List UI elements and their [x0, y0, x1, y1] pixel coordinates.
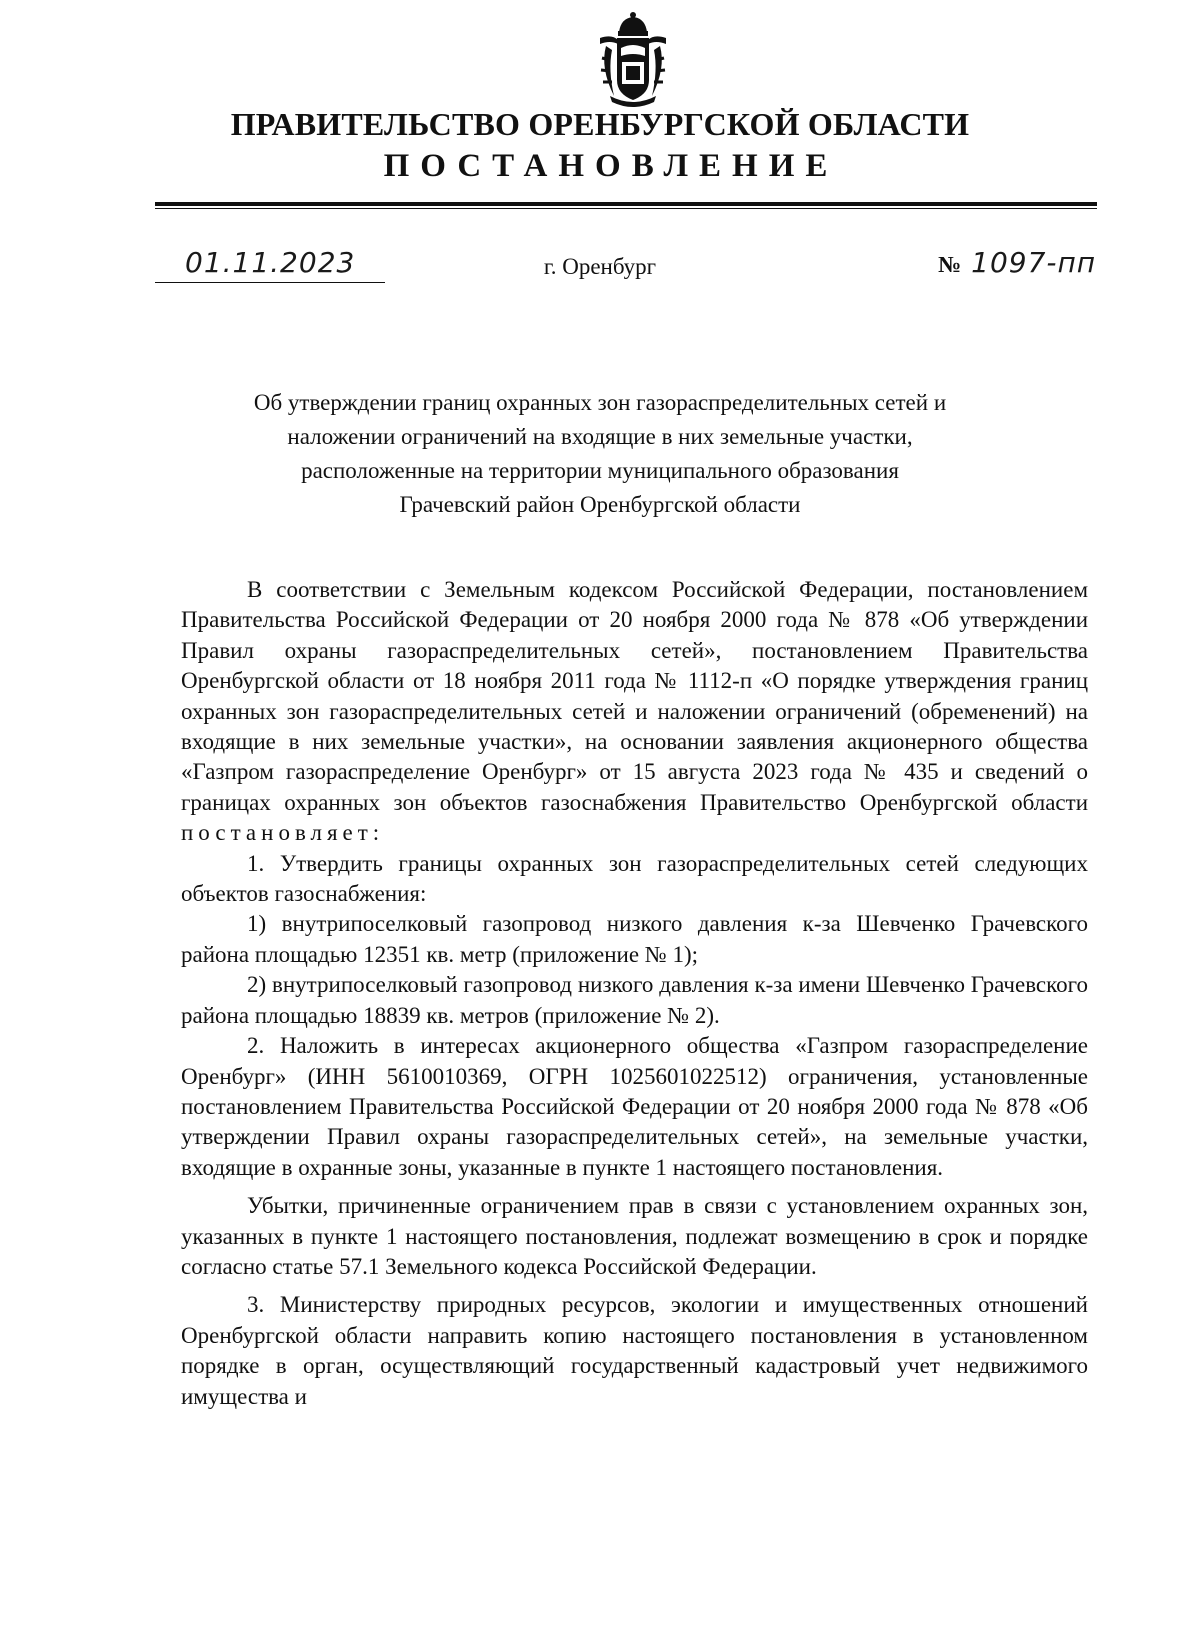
document-subject: [180, 386, 1020, 522]
resolves-word: постановляет:: [181, 820, 385, 846]
subject-line: наложении ограничений на входящие в них земельные участки,: [287, 424, 913, 449]
preamble-text: В соответствии с Земельным кодексом Российской Федерации, постановлением Правительства Российской Федерации от 20 ноября 2000 года № 878 «Об утверждении Правил охраны газораспределительных сетей», постановлением Правительства Оренбургской области от 18 ноября 2011 года № 1112-п «О порядке утверждения границ охранных зон газораспределительных сетей и наложении ограничений (обременений) на входящие в них земельные участки», на основании заявления акционерного общества «Газпром газораспределение Оренбург» от 15 августа 2023 года № 435 и сведений о границах охранных зон объектов газоснабжения Правительство Оренбургской области: [181, 577, 1088, 815]
item-1-1: 1) внутрипоселковый газопровод низкого давления к-за Шевченко Грачевского района площадью 12351 кв. метр (приложение № 1);: [181, 911, 1088, 967]
handwritten-number: 1097-пп: [971, 246, 1097, 279]
document-number: [938, 246, 1096, 279]
header-divider-thick: [155, 202, 1097, 206]
item-1-2: 2) внутрипоселковый газопровод низкого давления к-за имени Шевченко Грачевского района площадью 18839 кв. метров (приложение № 2).: [181, 972, 1088, 1028]
item-2-damages: Убытки, причиненные ограничением прав в связи с установлением охранных зон, указанных в пункте 1 настоящего постановления, подлежат возмещению в срок и порядке согласно статье 57.1 Земельного кодекса Российской Федерации.: [181, 1193, 1088, 1279]
handwritten-date: 01.11.2023: [185, 246, 356, 279]
coat-of-arms-icon: [592, 8, 674, 108]
preamble-paragraph: [181, 575, 1088, 849]
subject-line: Грачевский район Оренбургской области: [399, 492, 801, 517]
document-body: [181, 575, 1088, 1412]
item-2: 2. Наложить в интересах акционерного общества «Газпром газораспределение Оренбург» (ИНН 5610010369, ОГРН 1025601022512) ограничения, установленные постановлением Правительства Российской Федерации от 20 ноября 2000 года № 878 «Об утверждении Правил охраны газораспределительных сетей», на земельные участки, входящие в охранные зоны, указанные в пункте 1 настоящего постановления.: [181, 1033, 1088, 1180]
subject-line: расположенные на территории муниципального образования: [301, 458, 899, 483]
number-sign: №: [938, 252, 962, 277]
city-label: г. Оренбург: [543, 254, 657, 279]
organization-title: ПРАВИТЕЛЬСТВО ОРЕНБУРГСКОЙ ОБЛАСТИ: [230, 106, 970, 142]
header-divider-thin: [155, 208, 1097, 209]
item-3: 3. Министерству природных ресурсов, экологии и имущественных отношений Оренбургской области направить копию настоящего постановления в установленном порядке в орган, осуществляющий государственный кадастровый учет недвижимого имущества и: [181, 1292, 1088, 1409]
item-1: 1. Утвердить границы охранных зон газораспределительных сетей следующих объектов газоснабжения:: [181, 850, 1088, 907]
subject-line: Об утверждении границ охранных зон газораспределительных сетей и: [253, 390, 947, 415]
document-type-title: ПОСТАНОВЛЕНИЕ: [383, 148, 839, 184]
